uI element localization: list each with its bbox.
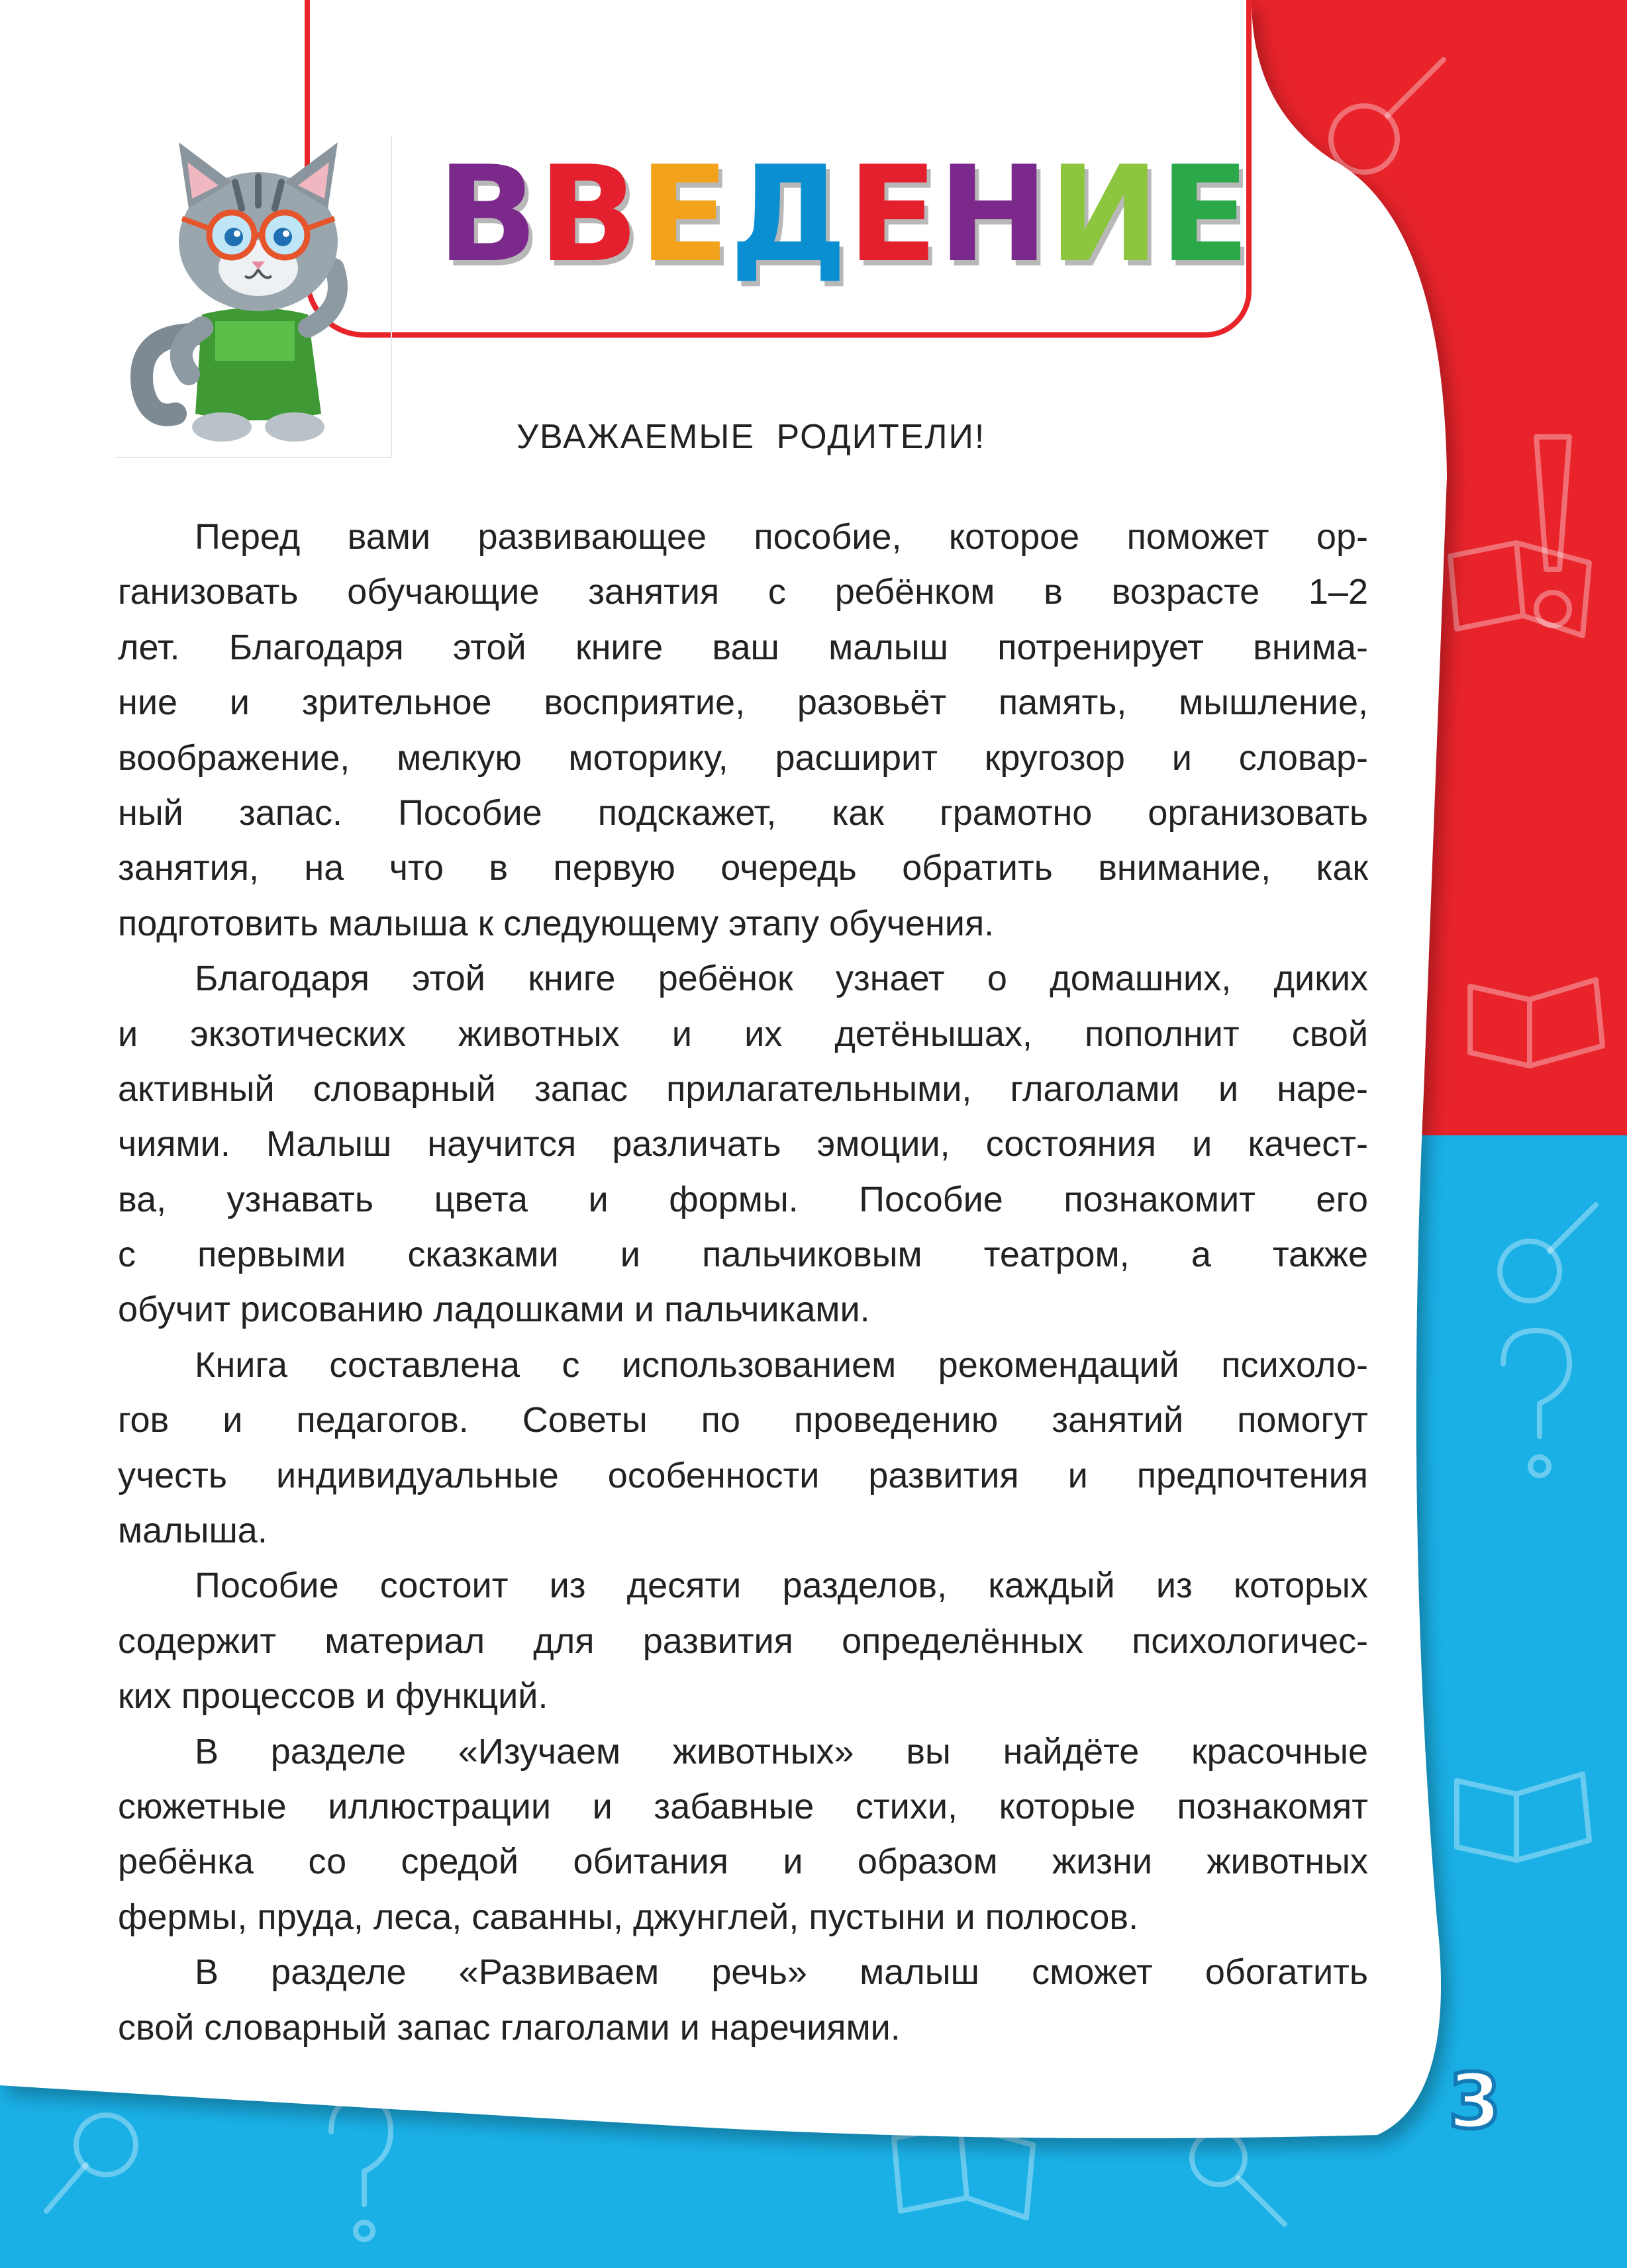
paragraph-line: ва, узнавать цвета и формы. Пособие познакомит его — [118, 1179, 1368, 1219]
kitten-mascot-illustration — [116, 136, 394, 457]
paragraph-line: гов и педагогов. Советы по проведению занятий помогут — [118, 1400, 1368, 1441]
paragraph-line: обучит рисованию ладошками и пальчиками. — [118, 1290, 870, 1330]
paragraph-line: активный словарный запас прилагательными, глаголами и наре- — [118, 1068, 1368, 1109]
title-letter: И — [1048, 138, 1158, 292]
paragraph-line: В разделе «Развиваем речь» малыш сможет обогатить — [195, 1952, 1368, 1993]
paragraph-line: ние и зрительное восприятие, разовьёт память, мышление, — [118, 683, 1368, 723]
page-title — [437, 138, 1248, 292]
paragraph-line: ный запас. Пособие подскажет, как грамотно организовать — [118, 792, 1368, 833]
paragraph-line: Благодаря этой книге ребёнок узнает о домашних, диких — [195, 959, 1368, 999]
paragraph-line: воображение, мелкую моторику, расширит кругозор и словар- — [118, 737, 1368, 778]
paragraph-line: лет. Благодаря этой книге ваш малыш потренирует внима- — [118, 627, 1368, 667]
paragraph-line: ганизовать обучающие занятия с ребёнком в возрасте 1–2 — [118, 572, 1368, 612]
title-letter: В — [538, 138, 636, 292]
paragraph-line: Перед вами развивающее пособие, которое поможет ор- — [195, 517, 1368, 557]
paragraph-line: чиями. Малыш научится различать эмоции, состояния и качест- — [118, 1124, 1368, 1164]
title-letter: Е — [638, 138, 727, 292]
paragraph-line: малыша. — [118, 1511, 268, 1551]
title-letter: Е — [847, 138, 936, 292]
title-letter: Н — [938, 138, 1046, 292]
title-letter: В — [437, 138, 536, 292]
paragraph-line: занятия, на что в первую очередь обратить внимание, как — [118, 848, 1368, 888]
title-letter: Д — [729, 138, 845, 292]
paragraph-line: Книга составлена с использованием рекомендаций психоло- — [195, 1345, 1368, 1385]
paragraph-line: ребёнка со средой обитания и образом жизни животных — [118, 1842, 1368, 1882]
paragraph-line: и экзотических животных и их детёнышах, пополнит свой — [118, 1014, 1368, 1054]
paragraph-line: подготовить малыша к следующему этапу обучения. — [118, 903, 995, 943]
page-number: 3 — [1448, 2057, 1502, 2146]
paragraph-line: учесть индивидуальные особенности развития и предпочтения — [118, 1455, 1368, 1495]
paragraph-line: с первыми сказками и пальчиковым театром, а также — [118, 1235, 1368, 1275]
paragraph-line: содержит материал для развития определённых психологичес- — [118, 1621, 1368, 1661]
paragraph-line: Пособие состоит из десяти разделов, каждый из которых — [195, 1566, 1368, 1606]
greeting-heading: УВАЖАЕМЫЕ РОДИТЕЛИ! — [517, 418, 986, 456]
paragraph-line: свой словарный запас глаголами и наречиями. — [118, 2007, 901, 2048]
paragraph-line: сюжетные иллюстрации и забавные стихи, которые познакомят — [118, 1786, 1368, 1826]
introduction-text — [118, 510, 1368, 2055]
paragraph-line: фермы, пруда, леса, саванны, джунглей, пустыни и полюсов. — [118, 1897, 1139, 1937]
paragraph-line: В разделе «Изучаем животных» вы найдёте красочные — [195, 1731, 1368, 1772]
title-letter: Е — [1159, 138, 1248, 292]
paragraph-line: ких процессов и функций. — [118, 1676, 548, 1717]
